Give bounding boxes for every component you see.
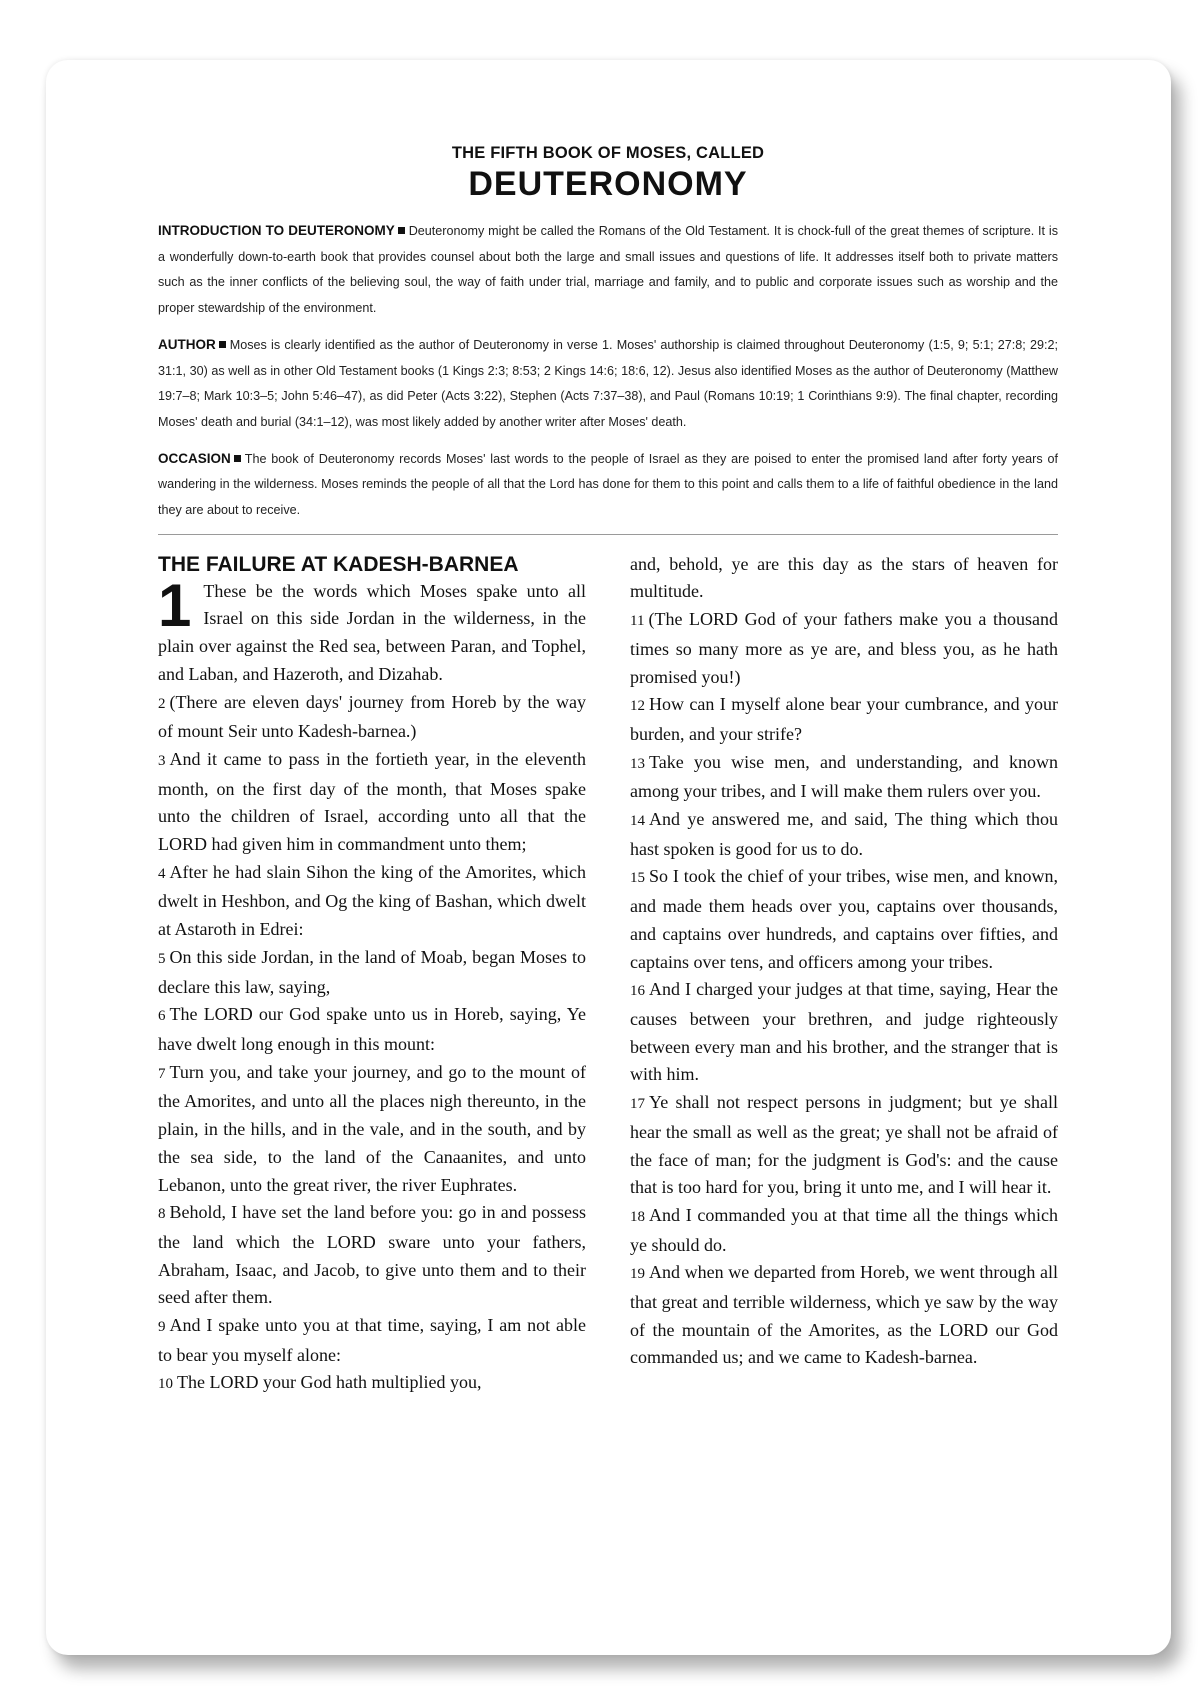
verse-text: Take you wise men, and understanding, and known among your tribes, and I will make them rulers over you. bbox=[630, 751, 1058, 802]
verse-number: 19 bbox=[630, 1266, 645, 1283]
verse-number: 3 bbox=[158, 752, 166, 769]
square-bullet-icon bbox=[219, 341, 226, 348]
verse-number: 13 bbox=[630, 755, 645, 772]
verse-number: 17 bbox=[630, 1096, 645, 1113]
verse bbox=[630, 606, 1058, 691]
occasion-heading: OCCASION bbox=[158, 450, 231, 466]
verse bbox=[158, 689, 586, 746]
verse-number: 10 bbox=[158, 1376, 173, 1393]
verse bbox=[630, 976, 1058, 1089]
verse-text: And it came to pass in the fortieth year, in the eleventh month, on the first day of the month, that Moses spake unto the children of Israel, according unto all that the LORD had given him in commandment unto them; bbox=[158, 748, 586, 855]
verse bbox=[630, 551, 1058, 606]
verse-number: 14 bbox=[630, 813, 645, 830]
verse-text: How can I myself alone bear your cumbrance, and your burden, and your strife? bbox=[630, 694, 1058, 744]
scripture-columns bbox=[158, 551, 1058, 1399]
verse-number: 16 bbox=[630, 983, 645, 1000]
verse-number: 9 bbox=[158, 1319, 166, 1336]
verse-number: 6 bbox=[158, 1008, 166, 1025]
verse-1 bbox=[158, 571, 586, 689]
verse-text: And I charged your judges at that time, saying, Hear the causes between your brethren, and judge righteously between every man and his brother, and the stranger that is with him. bbox=[630, 979, 1058, 1085]
verse bbox=[630, 1202, 1058, 1259]
verse-number: 8 bbox=[158, 1206, 166, 1223]
verse bbox=[630, 1089, 1058, 1202]
verse bbox=[158, 1312, 586, 1369]
verse-text: These be the words which Moses spake unto all Israel on this side Jordan in the wilderness, in the plain over against the Red sea, between Paran, and Tophel, and Laban, and Hazeroth, and Dizahab. bbox=[158, 580, 586, 684]
square-bullet-icon bbox=[234, 455, 241, 462]
intro-text: Deuteronomy might be called the Romans of the Old Testament. It is chock-full of the great themes of scripture. It is a wonderfully down-to-earth book that provides counsel about both the large and small issues and questions of life. It addresses itself both to private matters such as the inner conflicts of the believing soul, the way of faith under trial, marriage and family, and to public and corporate issues such as worship and the proper stewardship of the environment. bbox=[158, 224, 1058, 316]
verse bbox=[630, 863, 1058, 976]
verse-number: 18 bbox=[630, 1208, 645, 1225]
verse bbox=[158, 1369, 586, 1399]
book-pre-title: THE FIFTH BOOK OF MOSES, CALLED bbox=[451, 144, 765, 162]
verse bbox=[158, 859, 586, 944]
divider bbox=[158, 534, 1058, 535]
verse-text: and, behold, ye are this day as the stars of heaven for multitude. bbox=[630, 553, 1058, 602]
verse-number: 15 bbox=[630, 870, 645, 887]
verse-text: Behold, I have set the land before you: go in and possess the land which the LORD sware unto your fathers, Abraham, Isaac, and Jacob, to give unto them and to their seed after them. bbox=[158, 1202, 586, 1308]
occasion-paragraph bbox=[158, 446, 1058, 524]
section-heading: THE FAILURE AT KADESH-BARNEA bbox=[158, 552, 519, 576]
verse-text: And I spake unto you at that time, saying, I am not able to bear you myself alone: bbox=[158, 1315, 586, 1365]
verse bbox=[158, 746, 586, 859]
intro-paragraph bbox=[158, 218, 1058, 322]
verse-number: 2 bbox=[158, 695, 166, 712]
book-title: DEUTERONOMY bbox=[468, 165, 748, 203]
square-bullet-icon bbox=[398, 227, 405, 234]
chapter-number: 1 bbox=[158, 571, 192, 639]
verse-number: 4 bbox=[158, 865, 166, 882]
verse bbox=[158, 1001, 586, 1058]
verse-text: The LORD our God spake unto us in Horeb, saying, Ye have dwelt long enough in this mount: bbox=[158, 1004, 586, 1054]
author-paragraph bbox=[158, 332, 1058, 436]
intro-heading: INTRODUCTION TO DEUTERONOMY bbox=[158, 223, 395, 238]
verse-text: So I took the chief of your tribes, wise men, and known, and made them heads over you, captains over thousands, and captains over hundreds, and captains over fifties, and captains over tens, and officers among your tribes. bbox=[630, 866, 1058, 972]
verse-text: And when we departed from Horeb, we went through all that great and terrible wilderness, which ye saw by the way of the mountain of the Amorites, as the LORD our God commanded us; and we came to Kadesh-barnea. bbox=[630, 1262, 1058, 1368]
verse bbox=[630, 749, 1058, 806]
verse bbox=[158, 1059, 586, 1200]
author-text: Moses is clearly identified as the author of Deuteronomy in verse 1. Moses' authorship is claimed throughout Deuteronomy (1:5, 9; 5:1; 27:8; 29:2; 31:1, 30) as well as in other Old Testament books (1 Kings 2:3; 8:53; 2 Kings 14:6; 18:6, 12). Jesus also identified Moses as the author of Deuteronomy (Matthew 19:7–8; Mark 10:3–5; John 5:46–47), as did Peter (Acts 3:22), Stephen (Acts 7:37–38), and Paul (Romans 10:19; 1 Corinthians 9:9). The final chapter, recording Moses' death and burial (34:1–12), was most likely added by another writer after Moses' death. bbox=[158, 337, 1058, 429]
verse bbox=[158, 1199, 586, 1312]
verse-text: After he had slain Sihon the king of the Amorites, which dwelt in Heshbon, and Og the king of Bashan, which dwelt at Astaroth in Edrei: bbox=[158, 861, 586, 940]
verse-number: 7 bbox=[158, 1065, 166, 1082]
verse-number: 12 bbox=[630, 698, 645, 715]
verse bbox=[630, 1259, 1058, 1372]
bible-page bbox=[46, 60, 1171, 1655]
right-column bbox=[630, 551, 1058, 1399]
verse bbox=[630, 806, 1058, 863]
verse-number: 11 bbox=[630, 613, 645, 630]
verse-text: On this side Jordan, in the land of Moab, began Moses to declare this law, saying, bbox=[158, 946, 586, 997]
verse bbox=[630, 691, 1058, 748]
verse-number: 5 bbox=[158, 950, 166, 967]
author-heading: AUTHOR bbox=[158, 336, 216, 352]
verse-text: And ye answered me, and said, The thing which thou hast spoken is good for us to do. bbox=[630, 809, 1058, 859]
verse-text: (The LORD God of your fathers make you a thousand times so many more as ye are, and bless you, as he hath promised you!) bbox=[630, 609, 1058, 687]
verse-text: The LORD your God hath multiplied you, bbox=[177, 1372, 482, 1393]
verse-text: And I commanded you at that time all the things which ye should do. bbox=[630, 1204, 1058, 1255]
verse bbox=[158, 944, 586, 1001]
page-content bbox=[158, 142, 1058, 1399]
left-column bbox=[158, 551, 586, 1399]
introduction bbox=[158, 218, 1058, 524]
verse-text: Turn you, and take your journey, and go to the mount of the Amorites, and unto all the places nigh thereunto, in the plain, in the hills, and in the vale, and in the south, and by the sea side, to the land of the Canaanites, and unto Lebanon, unto the great river, the river Euphrates. bbox=[158, 1061, 586, 1195]
verse-text: (There are eleven days' journey from Horeb by the way of mount Seir unto Kadesh-barnea.) bbox=[158, 691, 586, 742]
verse-text: Ye shall not respect persons in judgment; but ye shall hear the small as well as the great; ye shall not be afraid of the face of man; for the judgment is God's: and the cause that is too hard for you, bring it unto me, and I will hear it. bbox=[630, 1092, 1058, 1198]
occasion-text: The book of Deuteronomy records Moses' last words to the people of Israel as they are poised to enter the promised land after forty years of wandering in the wilderness. Moses reminds the people of all that the Lord has done for them to this point and calls them to a life of faithful obedience in the land they are about to receive. bbox=[158, 451, 1058, 518]
